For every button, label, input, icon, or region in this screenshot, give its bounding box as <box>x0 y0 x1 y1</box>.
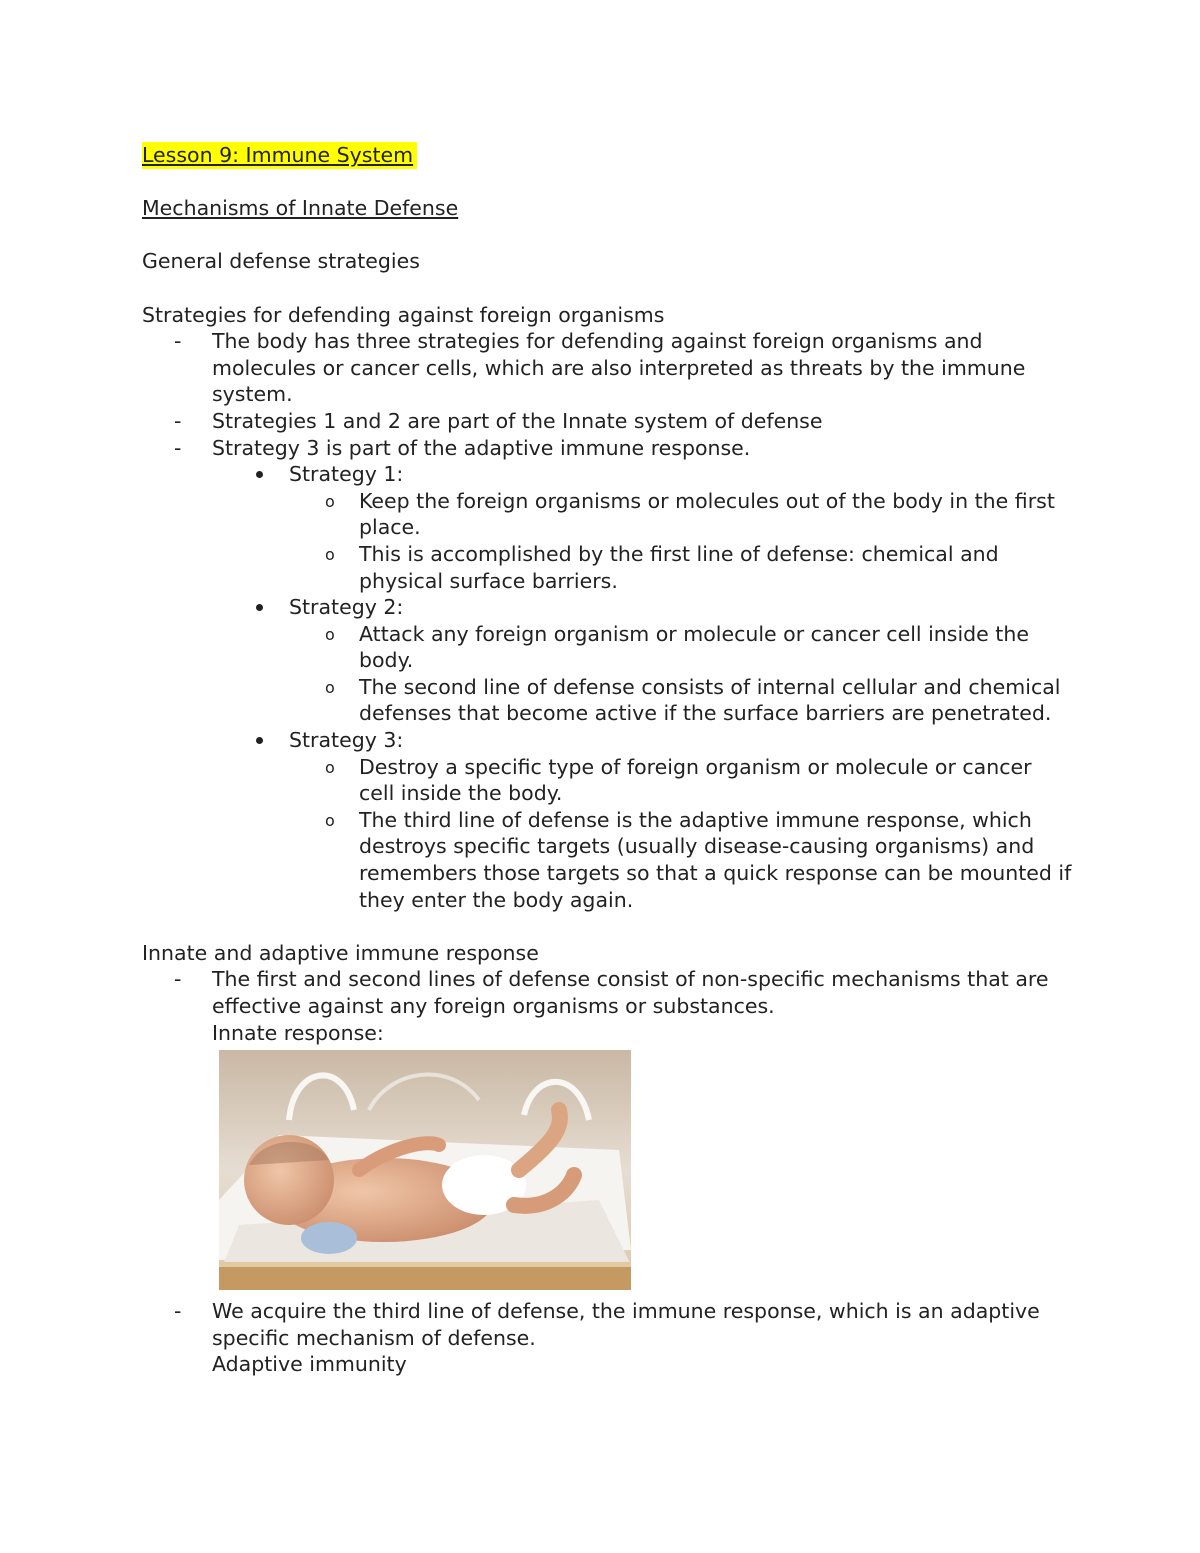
sub-list-item <box>142 674 1072 727</box>
strategy-label: Strategy 3: <box>289 728 404 753</box>
list-item-text: Strategy 3 is part of the adaptive immune response. <box>212 435 751 460</box>
sub-list-item-text: Keep the foreign organisms or molecules out of the body in the first place. <box>359 488 1055 540</box>
bullet-dot-icon <box>256 604 263 611</box>
list-item-text: Strategies 1 and 2 are part of the Innate system of defense <box>212 408 823 433</box>
bullet-dot-icon <box>256 471 263 478</box>
dash-marker: - <box>174 967 182 992</box>
sub-marker: o <box>325 624 335 644</box>
sub-marker: o <box>325 491 335 511</box>
list-item-text: We acquire the third line of defense, the immune response, which is an adaptive specific mechanism of defense. <box>212 1299 1040 1350</box>
adaptive-label: Adaptive immunity <box>212 1352 407 1377</box>
sub-marker: o <box>325 810 335 830</box>
sub-list-item-text: This is accomplished by the first line of defense: chemical and physical surface barriers. <box>359 541 999 593</box>
strategy-label: Strategy 2: <box>289 595 404 620</box>
sub-list-item <box>142 621 1072 674</box>
dash-marker: - <box>174 1299 182 1324</box>
sub-list-item <box>142 807 1072 913</box>
strategies-heading: Strategies for defending against foreign organisms <box>142 302 665 327</box>
dash-marker: - <box>174 408 182 433</box>
innate-heading: Innate and adaptive immune response <box>142 940 539 965</box>
list-item <box>142 966 1072 1019</box>
innate-label: Innate response: <box>212 1020 384 1045</box>
list-item <box>142 328 1072 408</box>
dash-marker: - <box>174 329 182 354</box>
strategy-item <box>142 594 1072 621</box>
lesson-title: Lesson 9: Immune System <box>142 142 417 169</box>
sub-list-item-text: Attack any foreign organism or molecule or cancer cell inside the body. <box>359 621 1029 673</box>
photo-illustration <box>219 1050 631 1290</box>
sub-marker: o <box>325 757 335 777</box>
list-item <box>142 408 1072 435</box>
list-item <box>142 1298 1072 1351</box>
subheading: General defense strategies <box>142 249 420 274</box>
innate-label-row <box>142 1020 1072 1047</box>
strategy-label: Strategy 1: <box>289 462 404 487</box>
adaptive-label-row <box>142 1351 1072 1378</box>
section-heading: Mechanisms of Innate Defense <box>142 196 459 221</box>
sub-list-item <box>142 488 1072 541</box>
bullet-dot-icon <box>256 737 263 744</box>
sub-list-item <box>142 754 1072 807</box>
document-body <box>142 142 1072 1378</box>
sub-marker: o <box>325 677 335 697</box>
list-item-text: The body has three strategies for defending against foreign organisms and molecules or cancer cells, which are also interpreted as threats by the immune system. <box>212 329 1026 407</box>
list-item-text: The first and second lines of defense consist of non-specific mechanisms that are effective against any foreign organisms or substances. <box>212 967 1049 1018</box>
sub-list-item-text: Destroy a specific type of foreign organism or molecule or cancer cell inside the body. <box>359 754 1032 806</box>
sub-marker: o <box>325 544 335 564</box>
sub-list-item <box>142 541 1072 594</box>
strategy-item <box>142 461 1072 488</box>
newborn-in-incubator-photo <box>219 1050 631 1290</box>
sub-list-item-text: The third line of defense is the adaptive immune response, which destroys specific targets (usually disease-causing organisms) and remembers those targets so that a quick response can be mounted if they enter the body again. <box>359 807 1072 912</box>
dash-marker: - <box>174 435 182 460</box>
strategy-item <box>142 727 1072 754</box>
list-item <box>142 435 1072 462</box>
sub-list-item-text: The second line of defense consists of internal cellular and chemical defenses that become active if the surface barriers are penetrated. <box>359 674 1061 726</box>
